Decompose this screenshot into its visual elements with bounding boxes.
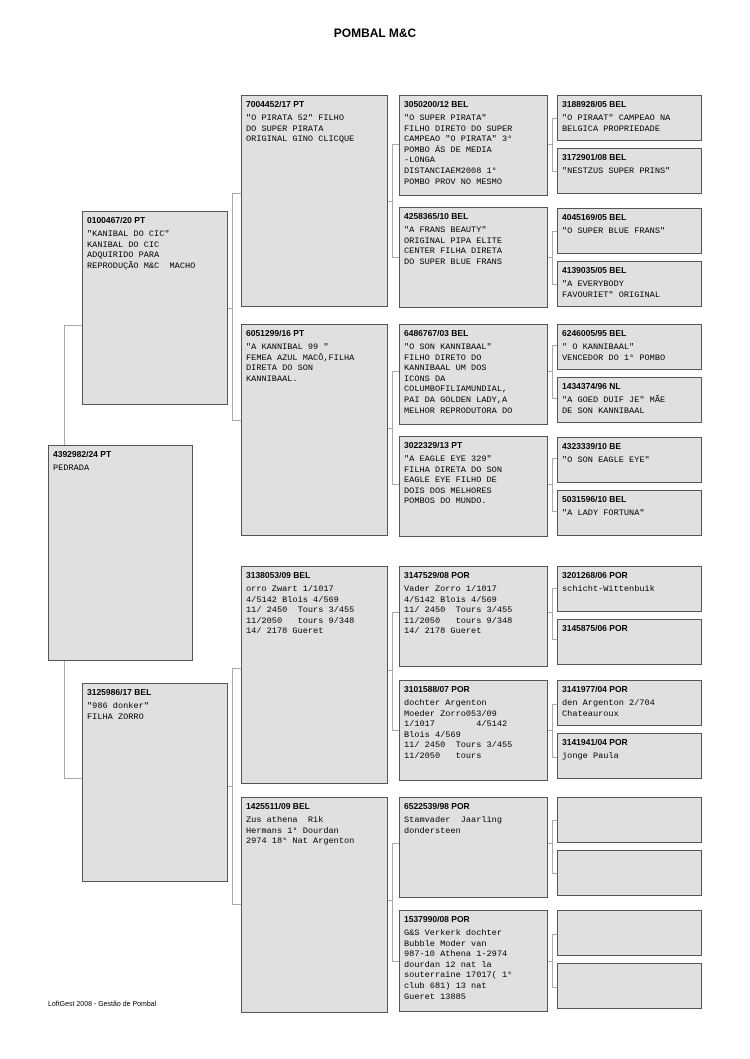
gen5-ring: 4323339/10 BE (562, 441, 622, 451)
subject-desc: PEDRADA (53, 463, 90, 473)
gen5-desc: jonge Paula (562, 751, 619, 761)
gen4-desc: "O SON KANNIBAAL" FILHO DIRETO DO KANNIBAAL UM DOS ICONS DA COLUMBOFILIAMUNDIAL, PAI DA GOLDEN LADY,A MELHOR REPRODUTORA DO (404, 342, 513, 416)
gen4-ring: 6522539/98 POR (404, 801, 470, 811)
gen5-box-15[interactable] (557, 910, 702, 956)
gen5-box-12[interactable] (557, 733, 702, 779)
gen4-desc: "A FRANS BEAUTY" ORIGINAL PIPA ELITE CENTER FILHA DIRETA DO SUPER BLUE FRANS (404, 225, 502, 267)
gen5-desc: "A EVERYBODY FAVOURIET" ORIGINAL (562, 279, 660, 300)
gen5-box-2[interactable] (557, 148, 702, 194)
gen5-ring: 3201268/06 POR (562, 570, 628, 580)
gen4-box-6[interactable] (399, 680, 548, 781)
sire-desc: "KANIBAL DO CIC" KANIBAL DO CIC ADQUIRIDO PARA REPRODUÇÃO M&C MACHO (87, 229, 196, 271)
gen4-ring: 3147529/08 POR (404, 570, 470, 580)
gen5-desc: den Argenton 2/704 Chateauroux (562, 698, 655, 719)
gen5-ring: 4045169/05 BEL (562, 212, 627, 222)
gen5-desc: "O SON EAGLE EYE" (562, 455, 650, 465)
gen5-desc: "A LADY FORTUNA" (562, 508, 645, 518)
dam-box[interactable] (82, 683, 228, 882)
gen5-box-16[interactable] (557, 963, 702, 1009)
gen5-box-1[interactable] (557, 95, 702, 141)
gen4-ring: 6486767/03 BEL (404, 328, 469, 338)
gen3-desc: Zus athena Rik Hermans 1° Dourdan 2974 18° Nat Argenton (246, 815, 355, 847)
gen5-box-4[interactable] (557, 261, 702, 307)
sire-box[interactable] (82, 211, 228, 405)
gen5-box-8[interactable] (557, 490, 702, 536)
footer-credit: LoftGest 2008 - Gestão de Pombal (48, 1001, 157, 1008)
gen5-ring: 5031596/10 BEL (562, 494, 627, 504)
gen4-box-7[interactable] (399, 797, 548, 898)
gen3-desc: "A KANNIBAL 99 " FEMEA AZUL MACÔ,FILHA DIRETA DO SON KANNIBAAL. (246, 342, 355, 384)
gen4-box-2[interactable] (399, 207, 548, 308)
gen5-ring: 3172901/08 BEL (562, 152, 627, 162)
gen5-ring: 6246005/95 BEL (562, 328, 627, 338)
gen4-box-5[interactable] (399, 566, 548, 667)
gen4-desc: "O SUPER PIRATA" FILHO DIRETO DO SUPER CAMPEAO "O PIRATA" 3° POMBO ÁS DE MEDIA -LONGA DISTANCIAEM2008 1° POMBO PROV NO MESMO (404, 113, 513, 187)
gen4-desc: "A EAGLE EYE 329" FILHA DIRETA DO SON EAGLE EYE FILHO DE DOIS DOS MELHORES POMBOS DO MUNDO. (404, 454, 502, 507)
gen5-desc: " O KANNIBAAL" VENCEDOR DO 1° POMBO (562, 342, 666, 363)
gen5-ring: 3145875/06 POR (562, 623, 628, 633)
gen5-box-7[interactable] (557, 437, 702, 483)
gen5-box-9[interactable] (557, 566, 702, 612)
gen5-desc: schicht-Wittenbuik (562, 584, 655, 594)
gen5-box-14[interactable] (557, 850, 702, 896)
gen3-ring: 3138053/09 BEL (246, 570, 311, 580)
gen3-box-1[interactable] (241, 95, 388, 307)
gen5-box-6[interactable] (557, 377, 702, 423)
gen5-ring: 3141977/04 POR (562, 684, 628, 694)
gen4-desc: Vader Zorro 1/1017 4/5142 Blois 4/569 11/ 2450 Tours 3/455 11/2050 tours 9/348 14/ 2178 Gueret (404, 584, 513, 637)
gen5-ring: 3141941/04 POR (562, 737, 628, 747)
gen5-desc: "O PIRAAT" CAMPEAO NA BELGICA PROPRIEDADE (562, 113, 671, 134)
dam-desc: "986 donker" FILHA ZORRO (87, 701, 149, 722)
gen5-desc: "A GOED DUIF JE" MÃE DE SON KANNIBAAL (562, 395, 666, 416)
gen4-box-8[interactable] (399, 910, 548, 1012)
gen4-desc: dochter Argenton Moeder Zorro053/09 1/1017 4/5142 Blois 4/569 11/ 2450 Tours 3/455 11/2050 tours (404, 698, 513, 761)
gen4-ring: 1537990/08 POR (404, 914, 470, 924)
sire-ring: 0100467/20 PT (87, 215, 146, 225)
gen3-ring: 6051299/16 PT (246, 328, 305, 338)
gen4-ring: 4258365/10 BEL (404, 211, 469, 221)
gen3-desc: "O PIRATA 52" FILHO DO SUPER PIRATA ORIGINAL GINO CLICQUE (246, 113, 355, 145)
gen3-box-3[interactable] (241, 566, 388, 784)
dam-ring: 3125986/17 BEL (87, 687, 152, 697)
gen5-box-3[interactable] (557, 208, 702, 254)
gen4-box-4[interactable] (399, 436, 548, 537)
gen4-ring: 3101588/07 POR (404, 684, 470, 694)
page-title: POMBAL M&C (333, 26, 417, 40)
gen4-box-3[interactable] (399, 324, 548, 425)
gen5-desc: "NESTZUS SUPER PRINS" (562, 166, 671, 176)
gen3-box-4[interactable] (241, 797, 388, 1013)
gen5-ring: 1434374/96 NL (562, 381, 621, 391)
gen4-ring: 3022329/13 PT (404, 440, 463, 450)
gen3-ring: 1425511/09 BEL (246, 801, 310, 811)
gen3-ring: 7004452/17 PT (246, 99, 305, 109)
gen4-desc: Stamvader Jaarling dondersteen (404, 815, 502, 836)
gen5-desc: "O SUPER BLUE FRANS" (562, 226, 666, 236)
gen3-box-2[interactable] (241, 324, 388, 536)
gen4-desc: G&S Verkerk dochter Bubble Moder van 987-10 Athena 1-2974 dourdan 12 nat la souterraine 17017( 1° club 681) 13 nat Gueret 13885 (404, 928, 513, 1002)
gen4-box-1[interactable] (399, 95, 548, 196)
gen5-box-5[interactable] (557, 324, 702, 370)
gen5-box-10[interactable] (557, 619, 702, 665)
gen5-ring: 3188928/05 BEL (562, 99, 627, 109)
gen5-ring: 4139035/05 BEL (562, 265, 627, 275)
subject-bird-box[interactable] (48, 445, 193, 661)
gen4-ring: 3050200/12 BEL (404, 99, 469, 109)
gen5-box-11[interactable] (557, 680, 702, 726)
gen5-box-13[interactable] (557, 797, 702, 843)
gen3-desc: orro Zwart 1/1017 4/5142 Blois 4/569 11/ 2450 Tours 3/455 11/2050 tours 9/348 14/ 2178 Gueret (246, 584, 355, 637)
subject-ring: 4392982/24 PT (53, 449, 112, 459)
